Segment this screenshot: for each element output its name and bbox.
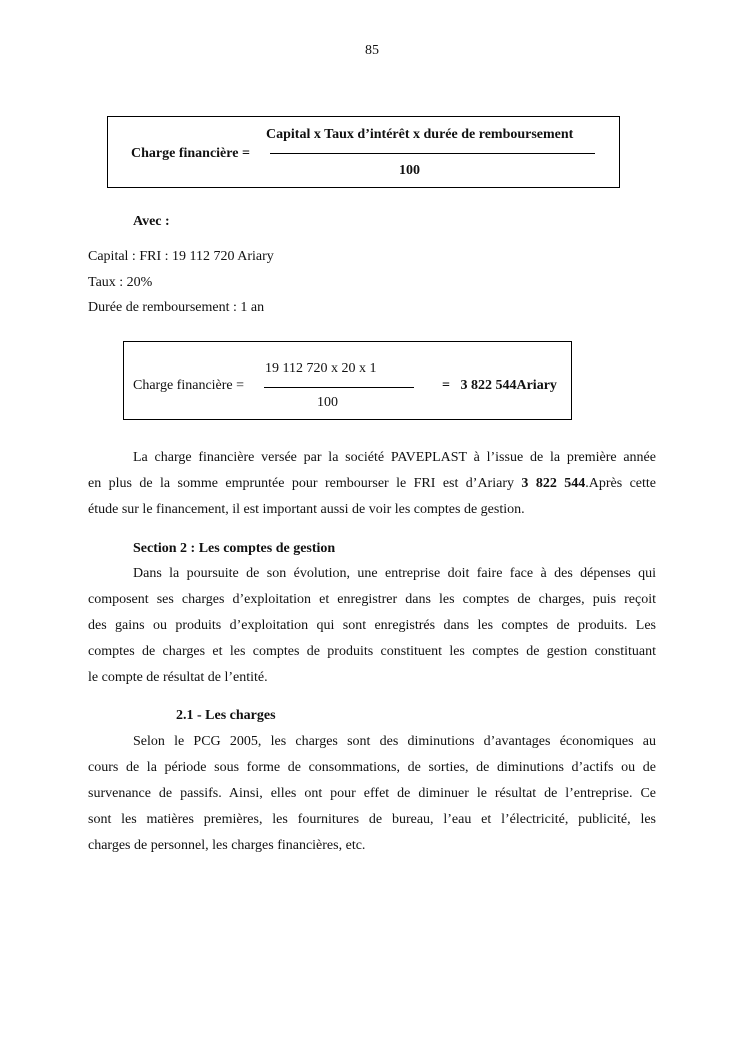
subsection-title: 2.1 - Les charges — [176, 708, 276, 723]
calc-box — [123, 341, 572, 420]
para1-amount: 3 822 544 — [521, 476, 586, 491]
para2-line1: Dans la poursuite de son évolution, une entreprise doit faire face à des dépenses qui — [133, 566, 656, 581]
formula-numerator: Capital x Taux d’intérêt x durée de remboursement — [266, 127, 574, 142]
section2-title: Section 2 : Les comptes de gestion — [133, 541, 336, 556]
page-number: 85 — [365, 43, 379, 58]
para1-line3: étude sur le financement, il est important aussi de voir les comptes de gestion. — [88, 502, 525, 517]
para3-line2: cours de la période sous forme de consommations, de sorties, de diminutions d’actifs ou de — [88, 760, 656, 775]
para1-line2-pre: en plus de la somme empruntée pour rembourser le FRI est d’Ariary — [88, 476, 522, 491]
formula-denominator: 100 — [399, 163, 420, 178]
para3-line5: charges de personnel, les charges financières, etc. — [88, 838, 366, 853]
para1-line1: La charge financière versée par la société PAVEPLAST à l’issue de la première année — [133, 450, 656, 465]
calc-result: = 3 822 544Ariary — [442, 378, 557, 393]
para3-line4: sont les matières premières, les fournitures de bureau, l’eau et l’électricité, publicité, les — [88, 812, 656, 827]
param-taux: Taux : 20% — [88, 275, 153, 290]
para2-line5: le compte de résultat de l’entité. — [88, 670, 268, 685]
calc-label: Charge financière = — [133, 378, 245, 393]
para1-line2-post: .Après cette — [585, 476, 657, 491]
calc-numerator: 19 112 720 x 20 x 1 — [265, 361, 377, 376]
formula-label: Charge financière = — [131, 146, 250, 161]
calc-denominator: 100 — [317, 395, 338, 410]
para3-line3: survenance de passifs. Ainsi, elles ont pour effet de diminuer le résultat de l’entreprise. Ce — [88, 786, 656, 801]
avec-heading: Avec : — [133, 214, 170, 229]
formula-fraction-bar — [270, 153, 595, 154]
calc-fraction-bar — [264, 387, 414, 388]
para2-line3: des gains ou produits d’exploitation qui sont enregistrés dans les comptes de produits. Les — [88, 618, 656, 633]
formula-box — [107, 116, 620, 188]
param-duree: Durée de remboursement : 1 an — [88, 300, 265, 315]
para2-line2: composent ses charges d’exploitation et enregistrer dans les comptes de charges, puis reçoit — [88, 592, 656, 607]
param-capital: Capital : FRI : 19 112 720 Ariary — [88, 249, 274, 264]
para2-line4: comptes de charges et les comptes de produits constituent les comptes de gestion constituant — [88, 644, 656, 659]
para1-line2 — [88, 476, 656, 492]
para3-line1: Selon le PCG 2005, les charges sont des diminutions d’avantages économiques au — [133, 734, 656, 749]
